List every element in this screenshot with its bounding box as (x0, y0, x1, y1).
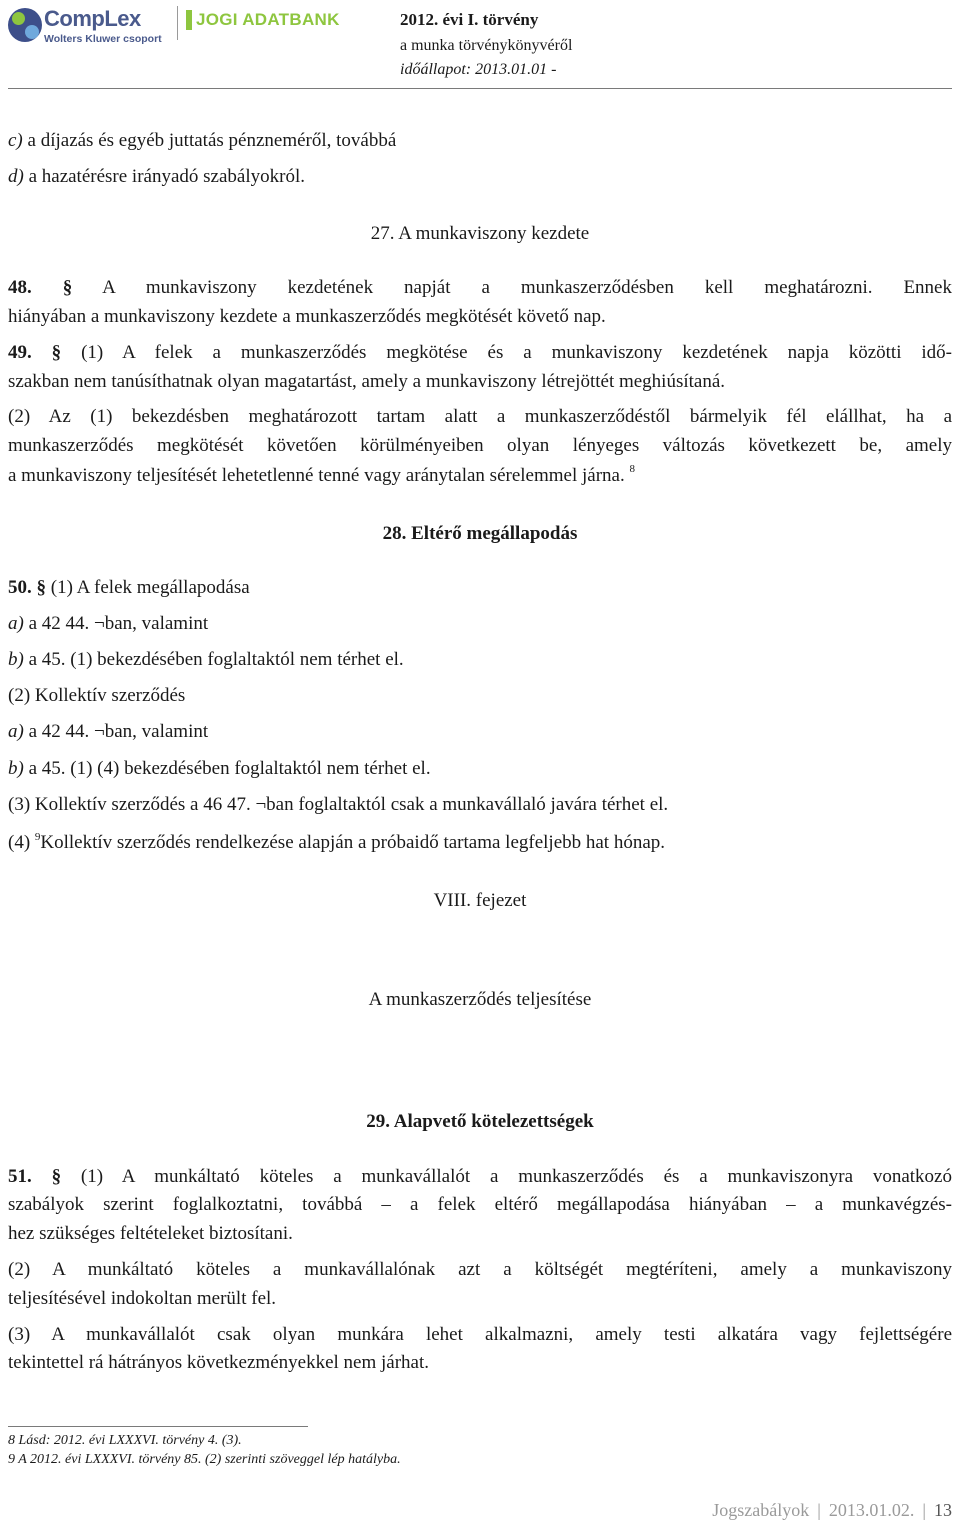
text-span: (4) (8, 832, 35, 853)
text-span: szakban nem tanúsíthatnak olyan magatartást, amely a munkaviszony létrejöttét meghiúsítaná. (8, 371, 726, 392)
page-footer (712, 1500, 952, 1521)
paragraph-51-3-line (8, 1323, 952, 1347)
text-span: hez szükséges feltételeket biztosítani. (8, 1223, 293, 1244)
paragraph-50-line (8, 576, 952, 600)
jogi-adatbank-logo (186, 8, 340, 38)
section-heading-28 (8, 522, 952, 546)
paragraph-50-line (8, 648, 952, 672)
text-span: tekintettel rá hátrányos következményekkel nem járhat. (8, 1352, 429, 1373)
paragraph-51-3-line (8, 1351, 952, 1375)
text-span: (3) A munkavállalót csak olyan munkára lehet alkalmazni, amely testi alkatára vagy fejlettségére (8, 1324, 952, 1345)
paragraph-48-line (8, 276, 952, 300)
paragraph-50-line (8, 793, 952, 817)
footnote-8: 8 Lásd: 2012. évi LXXXVI. törvény 4. (3). (8, 1433, 242, 1448)
footer-separator: | (922, 1500, 926, 1520)
page-header (0, 0, 960, 90)
paragraph-51-line (8, 1193, 952, 1217)
list-marker: c) (8, 130, 23, 151)
section-sign: § (51, 1166, 62, 1187)
text-span: A munkaviszony kezdetének napját a munkaszerződésben kell meghatározni. Ennek (72, 277, 952, 298)
paragraph-number: 51. (8, 1166, 32, 1187)
footnote-9: 9 A 2012. évi LXXXVI. törvény 85. (2) szerinti szöveggel lép hatályba. (8, 1452, 401, 1467)
text-span: (2) Az (1) bekezdésben meghatározott tartam alatt a munkaszerződéstől bármelyik fél elállhat, ha a (8, 406, 952, 427)
jogi-logo-text: JOGI ADATBANK (196, 10, 340, 29)
list-marker: d) (8, 166, 24, 187)
heading-text: VIII. fejezet (433, 890, 527, 911)
heading-text: 27. A munkaviszony kezdete (370, 223, 590, 244)
header-rule (8, 88, 952, 89)
text-span: (3) Kollektív szerződés a 46 47. ¬ban foglaltaktól csak a munkavállaló javára térhet el. (8, 794, 669, 815)
list-marker: b) (8, 649, 24, 670)
paragraph-49-2-line (8, 405, 952, 429)
paragraph-49-2-line (8, 434, 952, 458)
text-span: a hazatérésre irányadó szabályokról. (23, 166, 305, 187)
list-marker: a) (8, 721, 24, 742)
list-marker: a) (8, 613, 24, 634)
paragraph-50-line (8, 684, 952, 708)
text-span: teljesítésével indokoltan merült fel. (8, 1288, 277, 1309)
complex-logo (8, 6, 173, 50)
heading-text: A munkaszerződés teljesítése (368, 989, 592, 1010)
paragraph-51-line (8, 1222, 952, 1246)
complex-logo-subtitle: Wolters Kluwer csoport (44, 33, 162, 45)
paragraph-48-line (8, 305, 952, 329)
text-span: a 45. (1) bekezdésében foglaltaktól nem térhet el. (23, 649, 404, 670)
footnote-ref-8[interactable]: 8 (629, 463, 635, 475)
text-span: (1) A munkáltató köteles a munkavállalót a munkaszerződés és a munkaviszonyra vonatkozó (61, 1166, 952, 1187)
text-span: hiányában a munkaviszony kezdete a munkaszerződés megkötését követő nap. (8, 306, 606, 327)
heading-text: 29. Alapvető kötelezettségek (366, 1111, 594, 1132)
complex-logo-text: CompLex (44, 6, 141, 31)
law-state-date: időállapot: 2013.01.01 - (400, 61, 557, 78)
text-span: a díjazás és egyéb juttatás pénzneméről, továbbá (22, 130, 397, 151)
paragraph-50-line (8, 720, 952, 744)
section-sign: § (51, 342, 62, 363)
text-span: (2) A munkáltató köteles a munkavállalónak azt a költségét megtéríteni, amely a munkaviszony (8, 1259, 952, 1280)
paragraph-number: 50. (8, 577, 32, 598)
paragraph-50-line (8, 612, 952, 636)
page-number: 13 (934, 1500, 952, 1520)
text-span: a munkaviszony teljesítését lehetetlenné tenné vagy aránytalan sérelemmel járna. (8, 465, 625, 486)
footer-date: 2013.01.02. (828, 1500, 915, 1520)
text-span: munkaszerződés megkötését követően körülményeiben olyan lényeges változás következett be, amely (8, 435, 952, 456)
paragraph-51-line (8, 1165, 952, 1189)
footnote-rule (8, 1426, 308, 1427)
text-span: a 45. (1) (4) bekezdésében foglaltaktól nem térhet el. (23, 758, 431, 779)
text-span: a 42 44. ¬ban, valamint (23, 721, 209, 742)
heading-text: 28. Eltérő megállapodás (382, 523, 578, 544)
text-span: (1) A felek a munkaszerződés megkötése és a munkaviszony kezdetének napja közötti idő- (61, 342, 953, 363)
footer-brand: Jogszabályok (712, 1500, 810, 1520)
text-span: (1) A felek megállapodása (46, 577, 250, 598)
footer-separator: | (817, 1500, 821, 1520)
law-title: 2012. évi I. törvény (400, 10, 539, 29)
complex-logo-icon (8, 8, 42, 42)
section-sign: § (62, 277, 73, 298)
section-heading-27 (8, 222, 952, 246)
text-span: (2) Kollektív szerződés (8, 685, 186, 706)
text-span: a 42 44. ¬ban, valamint (23, 613, 209, 634)
text-line (8, 165, 952, 189)
paragraph-49-line (8, 341, 952, 365)
paragraph-49-line (8, 370, 952, 394)
chapter-title (8, 988, 952, 1012)
paragraph-51-2-line (8, 1258, 952, 1282)
list-marker: b) (8, 758, 24, 779)
text-line (8, 129, 952, 153)
section-heading-29 (8, 1110, 952, 1134)
jogi-logo-icon (186, 10, 192, 30)
paragraph-49-2-line (8, 464, 952, 490)
header-divider (177, 6, 178, 40)
text-span: Kollektív szerződés rendelkezése alapján a próbaidő tartama legfeljebb hat hónap. (40, 832, 666, 853)
paragraph-number: 49. (8, 342, 32, 363)
text-span: szabályok szerint foglalkoztatni, továbbá – a felek eltérő megállapodása hiányában – a munkavégzés- (8, 1194, 952, 1215)
chapter-number (8, 889, 952, 913)
paragraph-50-line (8, 831, 952, 857)
paragraph-51-2-line (8, 1287, 952, 1311)
paragraph-number: 48. (8, 277, 32, 298)
footnote-ref-9[interactable]: 9 (34, 831, 41, 843)
law-subtitle: a munka törvénykönyvéről (400, 37, 573, 54)
paragraph-50-line (8, 757, 952, 781)
section-sign: § (36, 577, 46, 598)
